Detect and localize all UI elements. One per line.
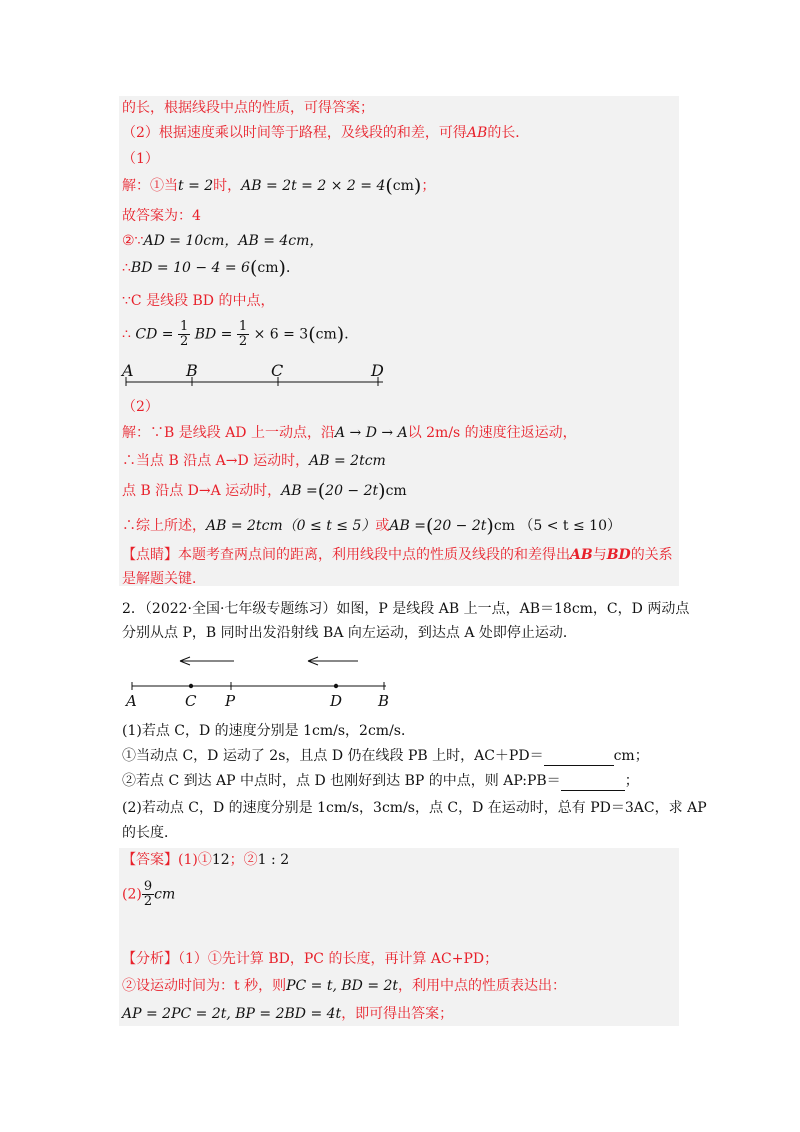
point-label-a: A	[126, 692, 137, 710]
point-label-p: P	[225, 692, 236, 710]
fraction: $\frac{1}{2}$	[179, 319, 189, 349]
answer-line: (2) $\frac{9}{2}$ cm	[122, 879, 176, 909]
segment-figure-acpdb	[118, 648, 398, 710]
point-label-a: A	[122, 361, 134, 380]
analysis-line: AP = 2PC = 2t, BP = 2BD = 4t，即可得出答案；	[122, 1006, 454, 1022]
question-line: ②若点 C 到达 AP 中点时，点 D 也刚好到达 BP 的中点，则 AP:PB＝ ；	[122, 773, 639, 789]
question-line: 2．（2022·全国·七年级专题练习）如图，P 是线段 AB 上一点，AB＝18cm，C，D 两动点	[122, 601, 690, 617]
fraction: $\frac{9}{2}$	[143, 879, 153, 909]
solution-line: ∴综上所述，AB = 2tcm（0 ≤ t ≤ 5）或AB =(20 − 2t)cm （5 < t ≤ 10）	[122, 515, 621, 537]
part-label: （2）	[122, 399, 159, 415]
segment-figure-abcd	[118, 360, 390, 390]
solution-line: ∵C 是线段 BD 的中点，	[122, 293, 275, 309]
point-label-d: D	[330, 692, 343, 710]
answer-block	[119, 848, 679, 1026]
answer-blank[interactable]	[544, 747, 614, 766]
part-label: （1）	[122, 151, 159, 167]
key-point-line: 【点睛】本题考查两点间的距离，利用线段中点的性质及线段的和差得出AB与BD的关系	[122, 547, 673, 563]
analysis-line: ②设运动时间为：t 秒，则PC = t, BD = 2t，利用中点的性质表达出：	[122, 978, 567, 994]
solution-line: 点 B 沿点 D→A 运动时，AB =(20 − 2t)cm	[122, 480, 407, 502]
solution-line: ∴BD = 10 − 4 = 6(cm)．	[122, 257, 300, 279]
solution-line: ∴当点 B 沿点 A→D 运动时，AB = 2tcm	[122, 453, 386, 469]
answer-line: 故答案为：4	[122, 208, 201, 224]
point-label-c: C	[185, 692, 197, 710]
point-label-b: B	[186, 361, 198, 380]
point-label-b: B	[378, 692, 390, 710]
question-line: 分别从点 P，B 同时出发沿射线 BA 向左运动，到达点 A 处即停止运动．	[122, 625, 577, 641]
answer-line: 【答案】(1)①12；②1 : 2	[122, 852, 290, 868]
fraction: $\frac{1}{2}$	[238, 319, 248, 349]
point-label-d: D	[371, 361, 384, 380]
question-line: (1)若点 C，D 的速度分别是 1cm/s，2cm/s．	[122, 723, 415, 739]
analysis-line: 【分析】（1）①先计算 BD，PC 的长度，再计算 AC+PD；	[122, 951, 499, 967]
answer-blank[interactable]	[561, 772, 625, 791]
solution-line: 的长，根据线段中点的性质，可得答案；	[122, 100, 374, 116]
solution-line: 解：∵B 是线段 AD 上一动点，沿A → D → A以 2m/s 的速度往返运动，	[122, 425, 577, 441]
solution-line: 解：①当t = 2时，AB = 2t = 2 × 2 = 4(cm)；	[122, 175, 436, 197]
solution-line: ∴ CD = $\frac{1}{2}$ BD = $\frac{1}{2}$ × 6 = 3(cm)．	[122, 319, 359, 349]
question-line: 的长度．	[122, 825, 178, 841]
solution-line: （2）根据速度乘以时间等于路程，及线段的和差，可得AB的长．	[122, 125, 530, 141]
key-point-line: 是解题关键．	[122, 571, 206, 587]
question-line: ①当动点 C，D 运动了 2s，且点 D 仍在线段 PB 上时，AC＋PD＝ cm；	[122, 748, 649, 764]
point-label-c: C	[271, 361, 284, 380]
solution-line: ②∵AD = 10cm，AB = 4cm，	[122, 233, 324, 249]
question-line: (2)若动点 C，D 的速度分别是 1cm/s，3cm/s，点 C，D 在运动时，总有 PD＝3AC，求 AP	[122, 800, 707, 816]
